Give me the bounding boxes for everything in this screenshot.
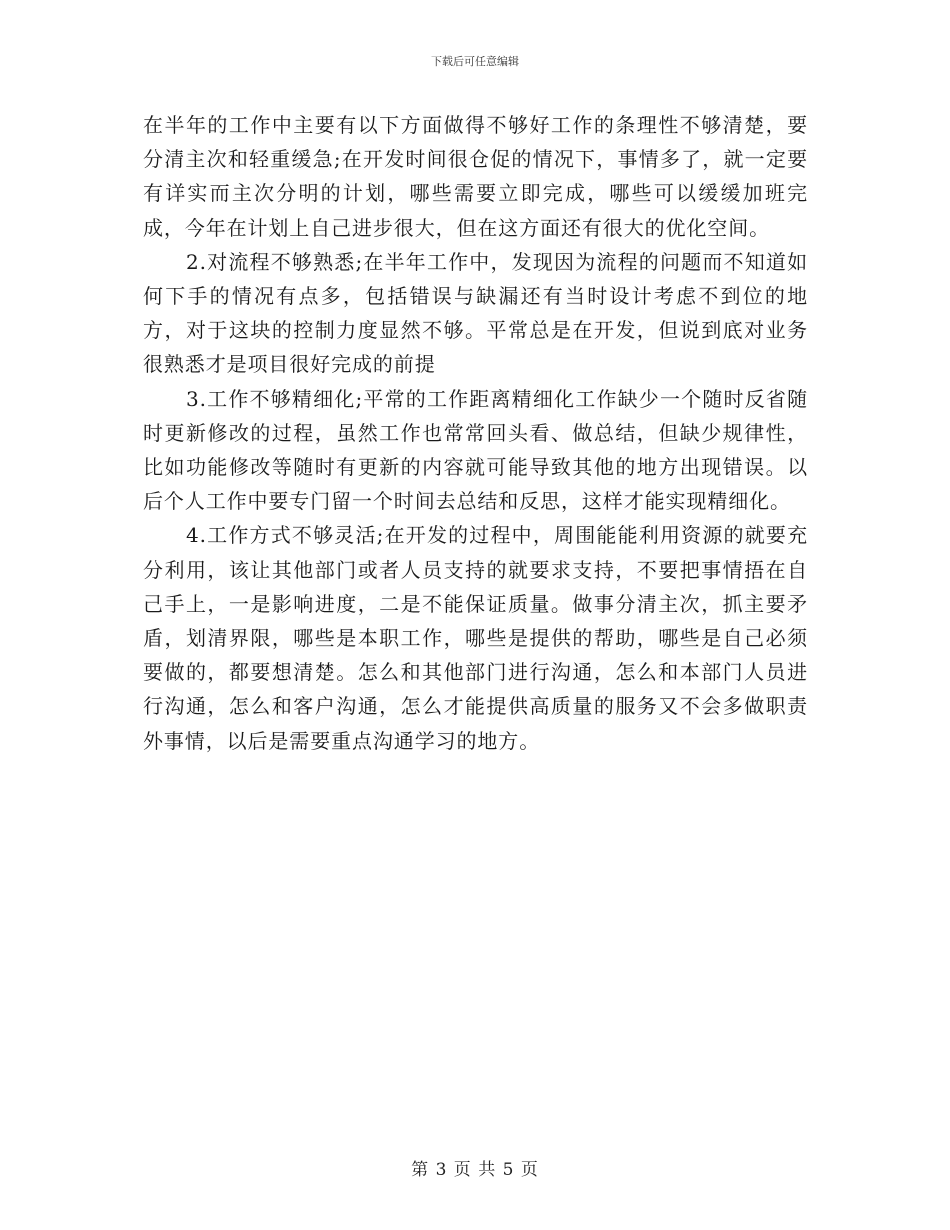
paragraph-4: 4.工作方式不够灵活;在开发的过程中，周围能能利用资源的就要充分利用，该让其他部门或者人员支持的就要求支持，不要把事情捂在自己手上，一是影响进度，二是不能保证质量。做事分清主次，抓主要矛盾，划清界限，哪些是本职工作，哪些是提供的帮助，哪些是自己必须要做的，都要想清楚。怎么和其他部门进行沟通，怎么和本部门人员进行沟通，怎么和客户沟通，怎么才能提供高质量的服务又不会多做职责外事情，以后是需要重点沟通学习的地方。: [143, 523, 808, 753]
document-body: [143, 108, 808, 758]
paragraph-1: 在半年的工作中主要有以下方面做得不够好工作的条理性不够清楚，要分清主次和轻重缓急;在开发时间很仓促的情况下，事情多了，就一定要有详实而主次分明的计划，哪些需要立即完成，哪些可以缓缓加班完成，今年在计划上自己进步很大，但在这方面还有很大的优化空间。: [143, 113, 808, 240]
page-footer: 第 3 页 共 5 页: [411, 1160, 539, 1180]
paragraph-3: 3.工作不够精细化;平常的工作距离精细化工作缺少一个随时反省随时更新修改的过程，虽然工作也常常回头看、做总结，但缺少规律性，比如功能修改等随时有更新的内容就可能导致其他的地方出现错误。以后个人工作中要专门留一个时间去总结和反思，这样才能实现精细化。: [143, 386, 808, 514]
page-header: 下载后可任意编辑: [431, 55, 519, 68]
paragraph-2: 2.对流程不够熟悉;在半年工作中，发现因为流程的问题而不知道如何下手的情况有点多，包括错误与缺漏还有当时设计考虑不到位的地方，对于这块的控制力度显然不够。平常总是在开发，但说到底对业务很熟悉才是项目很好完成的前提: [143, 249, 808, 377]
